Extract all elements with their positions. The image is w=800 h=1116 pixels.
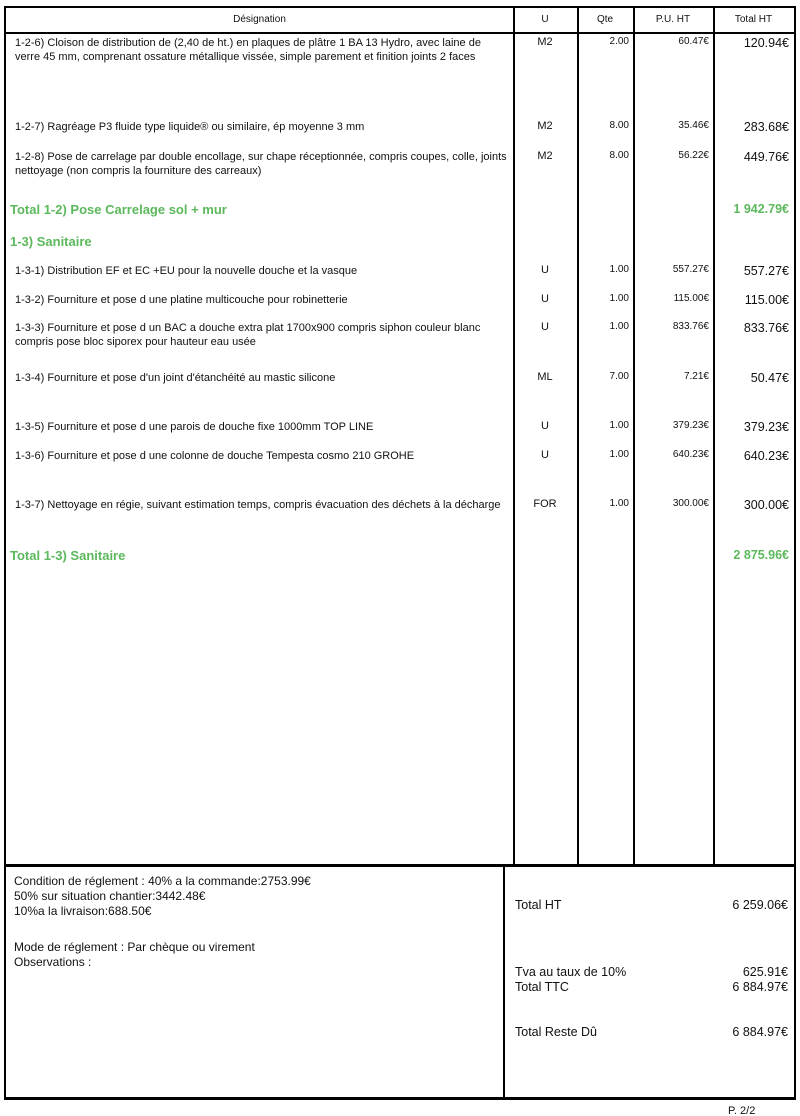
cell-designation: 1-3-2) Fourniture et pose d une platine multicouche pour robinetterie	[15, 294, 348, 306]
header-designation: Désignation	[233, 14, 286, 25]
column-divider	[633, 8, 635, 864]
cell-unit: U	[541, 420, 549, 432]
section-total-label: Total 1-2) Pose Carrelage sol + mur	[10, 202, 227, 217]
condition-line: 10%a la livraison:688.50€	[14, 904, 152, 918]
table-row	[6, 293, 794, 307]
column-divider	[513, 8, 515, 864]
section-total-label: Total 1-3) Sanitaire	[10, 548, 126, 563]
cell-designation: 1-2-8) Pose de carrelage par double encollage, sur chape réceptionnée, compris coupes, colle, joints nettoyage (non compris la fourniture des carreaux)	[15, 151, 507, 177]
payment-conditions	[14, 874, 494, 970]
cell-unit-price: 379.23€	[672, 420, 709, 431]
condition-line: 50% sur situation chantier:3442.48€	[14, 889, 206, 903]
total-ht-value: 6 259.06€	[732, 898, 788, 912]
cell-qty: 2.00	[609, 36, 629, 47]
cell-unit: M2	[537, 120, 553, 132]
footer-separator-line	[6, 864, 794, 867]
cell-total: 120.94€	[743, 36, 789, 50]
cell-total: 300.00€	[743, 498, 789, 512]
table-header-row	[6, 8, 794, 34]
cell-designation: 1-3-4) Fourniture et pose d'un joint d'étanchéité au mastic silicone	[15, 372, 336, 384]
cell-unit-price: 557.27€	[672, 264, 709, 275]
cell-designation: 1-3-1) Distribution EF et EC +EU pour la nouvelle douche et la vasque	[15, 265, 358, 277]
cell-designation: 1-3-7) Nettoyage en régie, suivant estimation temps, compris évacuation des déchets à la décharge	[15, 499, 501, 511]
cell-total: 640.23€	[743, 449, 789, 463]
tva-row	[505, 965, 794, 979]
cell-total: 115.00€	[744, 293, 789, 307]
table-row	[6, 371, 794, 385]
table-row	[6, 498, 794, 512]
cell-total: 449.76€	[743, 150, 789, 164]
cell-unit: U	[541, 293, 549, 305]
section-total-row	[6, 202, 794, 217]
section-total-row	[6, 548, 794, 563]
cell-unit-price: 300.00€	[672, 498, 709, 509]
cell-designation: 1-3-3) Fourniture et pose d un BAC a douche extra plat 1700x900 compris siphon couleur blanc compris pose bloc siporex pour hauteur eau usée	[15, 322, 481, 348]
cell-total: 833.76€	[743, 321, 789, 335]
condition-line: Condition de réglement : 40% a la commande:2753.99€	[14, 874, 311, 888]
cell-qty: 1.00	[609, 264, 629, 275]
cell-unit-price: 56.22€	[678, 150, 709, 161]
cell-designation: 1-2-6) Cloison de distribution de (2,40 de ht.) en plaques de plâtre 1 BA 13 Hydro, avec laine de verre 45 mm, comprenant ossature métallique vissée, simple parement et finition joints 2 faces	[15, 37, 481, 63]
cell-unit: U	[541, 321, 549, 333]
cell-total: 283.68€	[743, 120, 789, 134]
cell-unit-price: 35.46€	[678, 120, 709, 131]
cell-qty: 7.00	[609, 371, 629, 382]
cell-qty: 1.00	[609, 498, 629, 509]
column-divider	[713, 8, 715, 864]
cell-unit-price: 115.00€	[673, 293, 709, 304]
header-qty: Qte	[596, 14, 614, 25]
section-total-value: 2 875.96€	[733, 548, 789, 562]
spacer	[14, 919, 494, 940]
table-row	[6, 321, 794, 349]
cell-qty: 8.00	[609, 150, 629, 161]
table-row	[6, 36, 794, 64]
page-number: P. 2/2	[728, 1105, 756, 1116]
total-reste-du-label: Total Reste Dû	[515, 1025, 597, 1039]
column-divider	[577, 8, 579, 864]
cell-qty: 1.00	[609, 321, 629, 332]
cell-unit-price: 60.47€	[678, 36, 709, 47]
cell-unit-price: 833.76€	[672, 321, 709, 332]
total-reste-du-row	[505, 1025, 794, 1039]
cell-unit: U	[541, 449, 549, 461]
table-row	[6, 120, 794, 134]
header-unit: U	[541, 14, 549, 25]
cell-unit: FOR	[533, 498, 557, 510]
header-unit-price: P.U. HT	[655, 14, 691, 25]
total-reste-du-value: 6 884.97€	[732, 1025, 788, 1039]
section-total-value: 1 942.79€	[733, 202, 789, 216]
total-ttc-value: 6 884.97€	[732, 980, 788, 994]
table-row	[6, 264, 794, 278]
tva-label: Tva au taux de 10%	[515, 965, 627, 979]
cell-unit: M2	[537, 36, 553, 48]
cell-total: 557.27€	[743, 264, 789, 278]
payment-mode-line: Mode de réglement : Par chèque ou virement	[14, 940, 255, 954]
cell-qty: 1.00	[609, 449, 629, 460]
cell-designation: 1-3-5) Fourniture et pose d une parois de douche fixe 1000mm TOP LINE	[15, 421, 374, 433]
observations-line: Observations :	[14, 955, 92, 969]
cell-total: 379.23€	[743, 420, 789, 434]
cell-unit-price: 7.21€	[683, 371, 709, 382]
cell-designation: 1-3-6) Fourniture et pose d une colonne de douche Tempesta cosmo 210 GROHE	[15, 450, 415, 462]
cell-unit: ML	[537, 371, 553, 383]
total-ttc-label: Total TTC	[515, 980, 569, 994]
invoice-table	[4, 6, 796, 1100]
section-header-row: 1-3) Sanitaire	[10, 234, 92, 249]
tva-value: 625.91€	[742, 965, 788, 979]
cell-unit: U	[541, 264, 549, 276]
cell-designation: 1-2-7) Ragréage P3 fluide type liquide® ou similaire, ép moyenne 3 mm	[15, 121, 365, 133]
table-row	[6, 150, 794, 178]
cell-qty: 1.00	[609, 420, 629, 431]
total-ht-row	[505, 898, 794, 912]
cell-qty: 8.00	[609, 120, 629, 131]
total-ttc-row	[505, 980, 794, 994]
cell-unit-price: 640.23€	[672, 449, 709, 460]
total-ht-label: Total HT	[515, 898, 562, 912]
cell-qty: 1.00	[609, 293, 629, 304]
table-row	[6, 420, 794, 434]
header-total: Total HT	[734, 14, 773, 25]
table-row	[6, 449, 794, 463]
cell-unit: M2	[537, 150, 553, 162]
cell-total: 50.47€	[750, 371, 789, 385]
